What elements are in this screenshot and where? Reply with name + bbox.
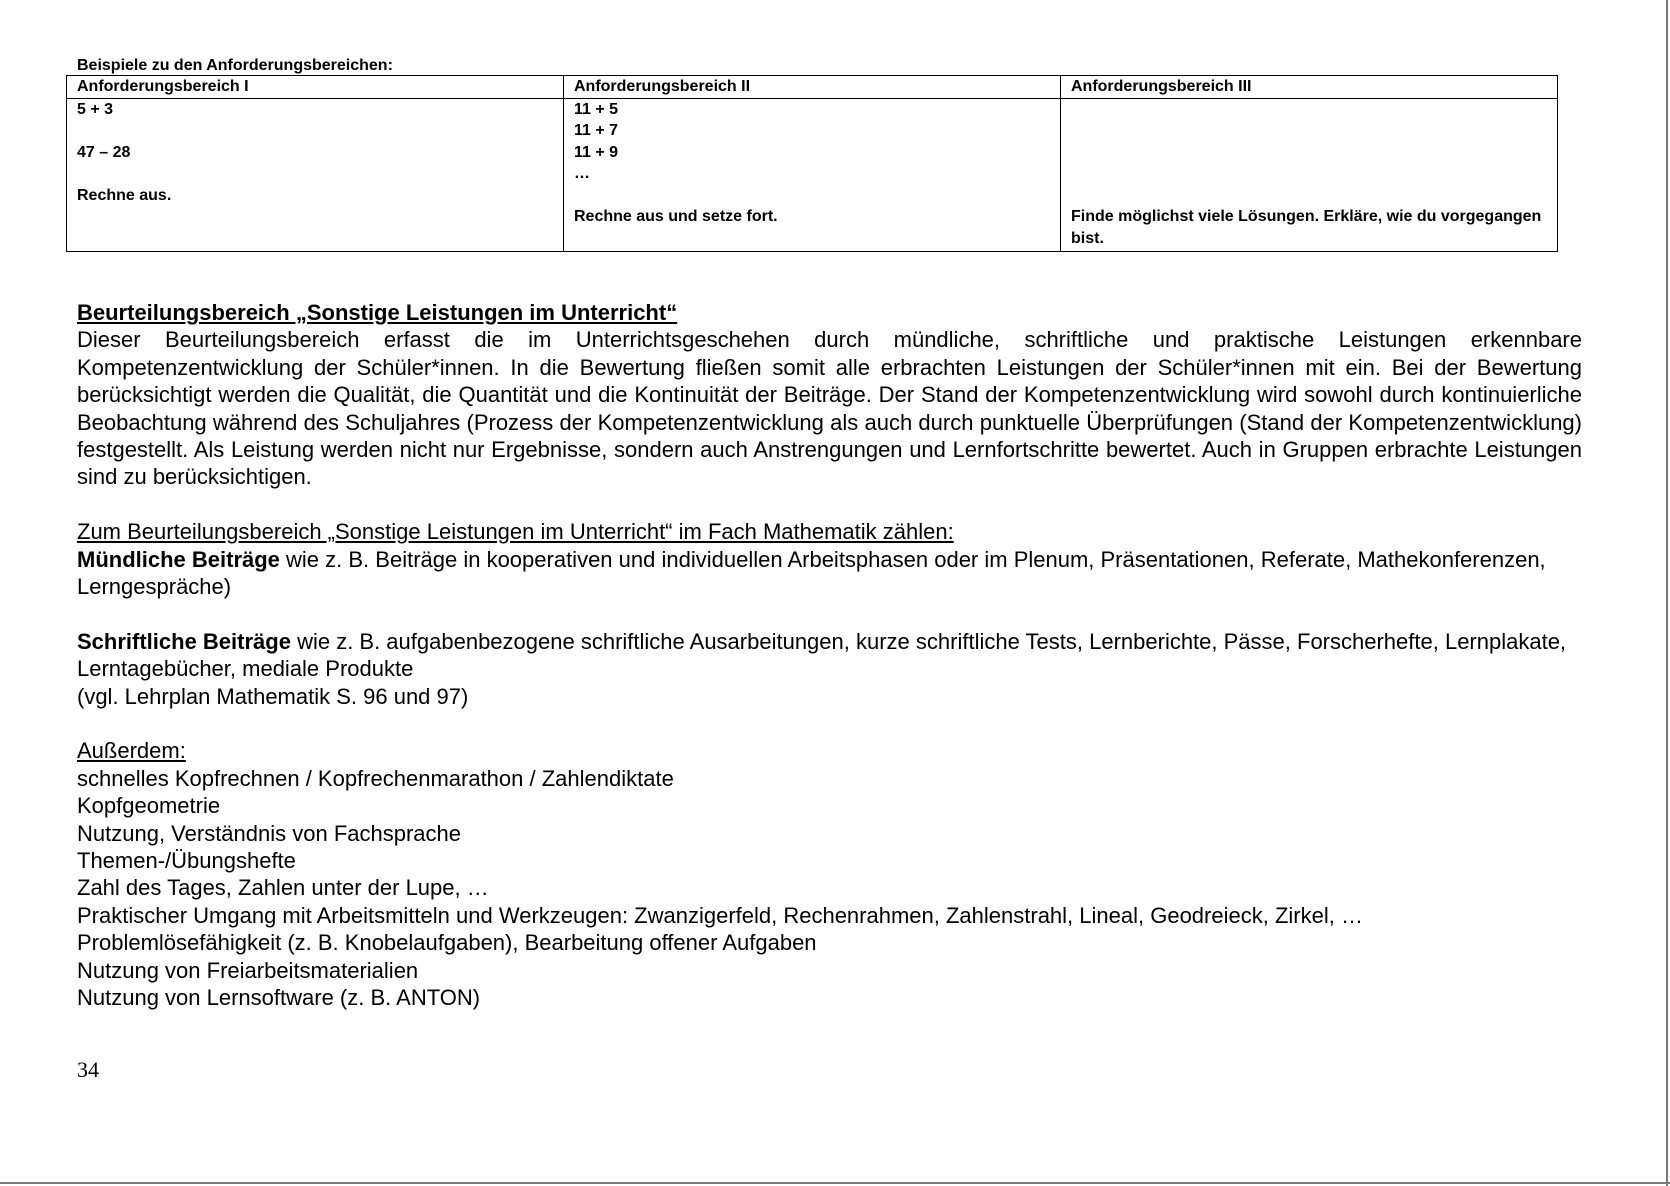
cell-line: Rechne aus. [77, 186, 172, 204]
list-item: Nutzung von Lernsoftware (z. B. ANTON) [77, 985, 481, 1011]
subject-intro: Zum Beurteilungsbereich „Sonstige Leistungen im Unterricht“ im Fach Mathematik zählen: [77, 519, 954, 545]
column-header-3: Anforderungsbereich III [1061, 76, 1558, 99]
reference-note: (vgl. Lehrplan Mathematik S. 96 und 97) [77, 683, 469, 709]
cell-line [1071, 99, 1547, 121]
section-paragraph: Dieser Beurteilungsbereich erfasst die im Unterrichtsgeschehen durch mündliche, schriftliche und praktische Leistungen erkennbare Kompetenzentwicklung der Schüler*innen. In die Bewertung fließen somit alle erbrachten Leistungen der Schüler*innen mit ein. Bei der Bewertung berücksichtigt werden die Qualität, die Quantität und die Kontinuität der Beiträge. Der Stand der Kompetenzentwicklung wird sowohl durch kontinuierliche Beobachtung während des Schuljahres (Prozess der Kompetenzentwicklung als auch durch punktuelle Überprüfungen (Stand der Kompetenzentwicklung) festgestellt. Als Leistung werden nicht nur Ergebnisse, sondern auch Anstrengungen und Lernfortschritte bewertet. Auch in Gruppen erbrachte Leistungen sind zu berücksichtigen. [77, 327, 1582, 490]
oral-label: Mündliche Beiträge [77, 546, 280, 572]
page-edge-bottom [0, 1182, 1670, 1184]
cell-line: 5 + 3 [77, 100, 114, 118]
cell-line: 11 + 7 [574, 122, 619, 139]
cell-line: Rechne aus und setze fort. [574, 208, 778, 225]
assessment-section [77, 299, 1582, 1012]
cell-line: 11 + 5 [574, 100, 619, 118]
oral-contributions [77, 546, 1582, 601]
list-item: Kopfgeometrie [77, 793, 221, 819]
page-edge-right [1666, 0, 1668, 1186]
list-item: Themen-/Übungshefte [77, 848, 296, 874]
section-heading: Beurteilungsbereich „Sonstige Leistungen im Unterricht“ [77, 300, 678, 325]
written-text: wie z. B. aufgabenbezogene schriftliche Ausarbeitungen, kurze schriftliche Tests, Lernberichte, Pässe, Forscherhefte, Lernplakate, Lerntagebücher, mediale Produkte [77, 628, 1567, 682]
cell-line [1071, 142, 1547, 164]
cell-line [574, 185, 1050, 207]
cell-level-3 [1061, 98, 1558, 251]
list-item: Praktischer Umgang mit Arbeitsmitteln und Werkzeugen: Zwanzigerfeld, Rechenrahmen, Zahlenstrahl, Lineal, Geodreieck, Zirkel, … [77, 902, 1363, 928]
examples-caption: Beispiele zu den Anforderungsbereichen: [77, 57, 393, 74]
cell-line: Finde möglichst viele Lösungen. Erkläre, wie du vorgegangen bist. [1071, 208, 1542, 247]
cell-line [77, 120, 553, 142]
list-item: schnelles Kopfrechnen / Kopfrechenmarathon / Zahlendiktate [77, 765, 674, 791]
cell-line: … [574, 165, 590, 182]
additional-heading: Außerdem: [77, 738, 186, 764]
cell-line [1071, 163, 1547, 185]
list-item: Problemlösefähigkeit (z. B. Knobelaufgaben), Bearbeitung offener Aufgaben [77, 930, 817, 956]
cell-line [1071, 120, 1547, 142]
cell-line: 11 + 9 [574, 143, 619, 161]
cell-level-1 [67, 98, 564, 251]
cell-line [1071, 185, 1547, 207]
written-contributions [77, 628, 1582, 683]
table-row [67, 98, 1558, 251]
column-header-2: Anforderungsbereich II [564, 76, 1061, 99]
written-label: Schriftliche Beiträge [77, 628, 291, 654]
cell-line [77, 163, 553, 185]
cell-line: 47 – 28 [77, 143, 131, 161]
page-number: 34 [77, 1057, 99, 1082]
cell-level-2 [564, 98, 1061, 251]
list-item: Zahl des Tages, Zahlen unter der Lupe, … [77, 875, 489, 901]
table-header-row [67, 76, 1558, 99]
list-item: Nutzung von Freiarbeitsmaterialien [77, 957, 419, 983]
examples-table [66, 75, 1558, 252]
column-header-1: Anforderungsbereich I [67, 76, 564, 99]
list-item: Nutzung, Verständnis von Fachsprache [77, 820, 462, 846]
oral-text: wie z. B. Beiträge in kooperativen und individuellen Arbeitsphasen oder im Plenum, Präsentationen, Referate, Mathekonferenzen, Lerngespräche) [77, 546, 1546, 600]
additional-list [77, 765, 1582, 1012]
